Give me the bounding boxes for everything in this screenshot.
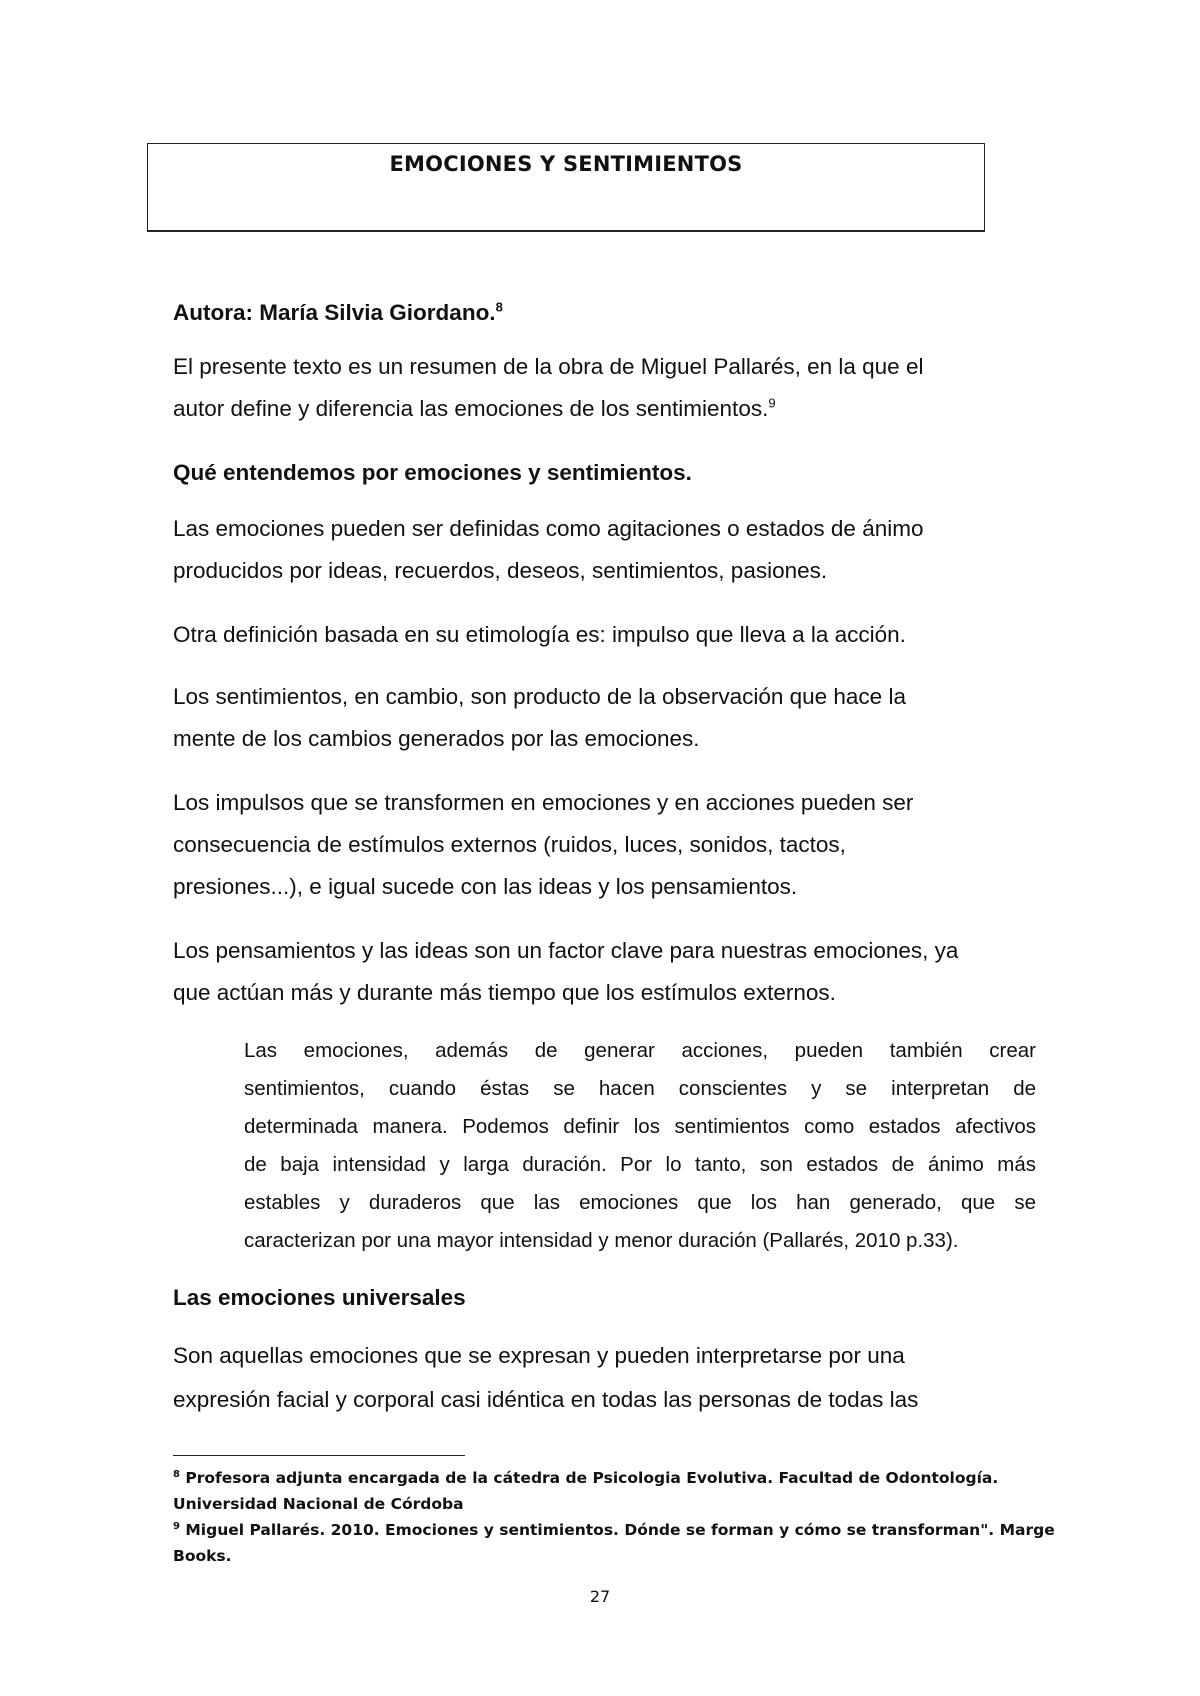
paragraph-line: que actúan más y durante más tiempo que los estímulos externos. [173, 980, 836, 1005]
paragraph-line: mente de los cambios generados por las emociones. [173, 726, 700, 751]
document-title: EMOCIONES Y SENTIMIENTOS [389, 152, 743, 176]
section-heading-universales: Las emociones universales [173, 1285, 466, 1310]
title-box [147, 143, 985, 232]
paragraph-line: expresión facial y corporal casi idéntica en todas las personas de todas las [173, 1387, 919, 1412]
footnote-text: Miguel Pallarés. 2010. Emociones y sentimientos. Dónde se forman y cómo se transforman". Marge [185, 1521, 1055, 1539]
paragraph-line: producidos por ideas, recuerdos, deseos, sentimientos, pasiones. [173, 558, 828, 583]
footnote-number: 8 [173, 1468, 180, 1480]
section-heading-emociones: Qué entendemos por emociones y sentimientos. [173, 460, 692, 485]
footnote-8-line-2: Universidad Nacional de Córdoba [173, 1495, 464, 1513]
footnote-number: 9 [173, 1520, 180, 1532]
quote-line: estables y duraderos que las emociones que los han generado, que se [244, 1191, 1036, 1214]
paragraph-line: consecuencia de estímulos externos (ruidos, luces, sonidos, tactos, [173, 832, 846, 857]
paragraph-line: Las emociones pueden ser definidas como agitaciones o estados de ánimo [173, 516, 924, 541]
footnote-ref-8: 8 [495, 299, 503, 315]
author-text: Autora: María Silvia Giordano. [173, 300, 496, 325]
footnote-9-line-2: Books. [173, 1547, 232, 1565]
footnote-text: Profesora adjunta encargada de la cátedra de Psicologia Evolutiva. Facultad de Odontología. [185, 1469, 999, 1487]
quote-line: caracterizan por una mayor intensidad y menor duración (Pallarés, 2010 p.33). [244, 1229, 959, 1252]
paragraph-line: Otra definición basada en su etimología es: impulso que lleva a la acción. [173, 622, 906, 647]
quote-line: sentimientos, cuando éstas se hacen conscientes y se interpretan de [244, 1077, 1036, 1100]
quote-line: Las emociones, además de generar acciones, pueden también crear [244, 1039, 1036, 1062]
paragraph-line: Los sentimientos, en cambio, son producto de la observación que hace la [173, 684, 906, 709]
footnote-ref-9: 9 [768, 395, 776, 411]
intro-line-2-text: autor define y diferencia las emociones de los sentimientos. [173, 396, 769, 421]
footnote-8-line-1 [173, 1468, 999, 1487]
footnote-divider [173, 1455, 465, 1456]
author-line [173, 299, 503, 325]
footnote-9-line-1 [173, 1520, 1055, 1539]
paragraph-line: Los pensamientos y las ideas son un factor clave para nuestras emociones, ya [173, 938, 959, 963]
intro-line-1: El presente texto es un resumen de la obra de Miguel Pallarés, en la que el [173, 354, 924, 379]
paragraph-line: presiones...), e igual sucede con las ideas y los pensamientos. [173, 874, 798, 899]
page-number: 27 [589, 1587, 611, 1606]
intro-line-2 [173, 395, 776, 421]
quote-line: determinada manera. Podemos definir los sentimientos como estados afectivos [244, 1115, 1036, 1138]
quote-line: de baja intensidad y larga duración. Por lo tanto, son estados de ánimo más [244, 1153, 1036, 1176]
paragraph-line: Son aquellas emociones que se expresan y pueden interpretarse por una [173, 1343, 905, 1368]
paragraph-line: Los impulsos que se transformen en emociones y en acciones pueden ser [173, 790, 914, 815]
